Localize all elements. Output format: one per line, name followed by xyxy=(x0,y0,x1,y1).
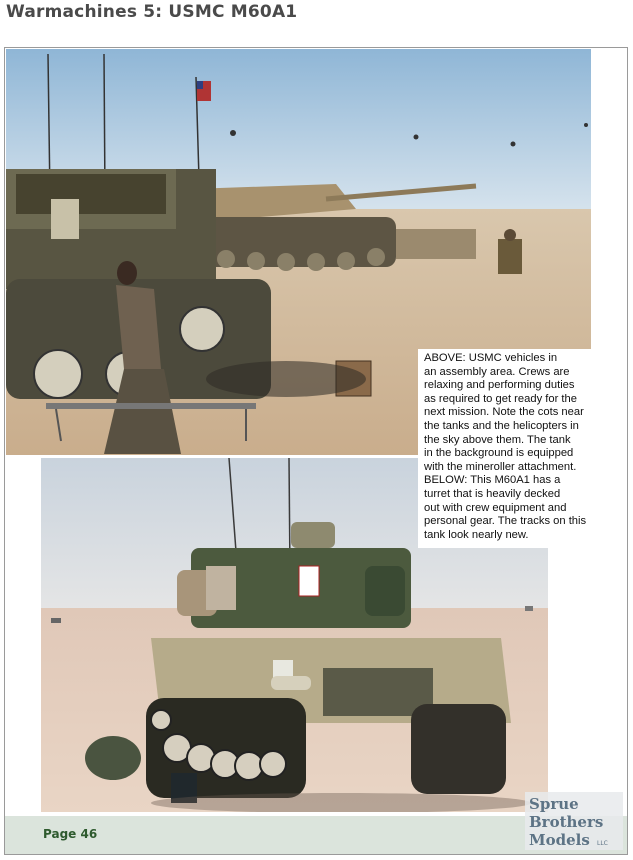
photo-caption: ABOVE: USMC vehicles in an assembly area. Crews are relaxing and performing duties as required to get ready for the next mission. Note the cots near the tanks and the helicopters in the sky above them. The tank in the background is equipped with the mineroller attachment. BELOW: This M60A1 has a turret that is heavily decked out with crew equipment and personal gear. The tracks on this tank look nearly new. xyxy=(418,349,606,548)
svg-text:Brothers: Brothers xyxy=(529,813,604,831)
svg-text:LLC: LLC xyxy=(597,840,608,847)
sprue-brothers-watermark-logo xyxy=(525,792,623,850)
page-number: Page 46 xyxy=(43,827,98,841)
svg-text:Models: Models xyxy=(529,831,590,849)
svg-text:Sprue: Sprue xyxy=(529,795,579,813)
page-header-title: Warmachines 5: USMC M60A1 xyxy=(6,2,298,22)
page-panel xyxy=(4,47,628,855)
